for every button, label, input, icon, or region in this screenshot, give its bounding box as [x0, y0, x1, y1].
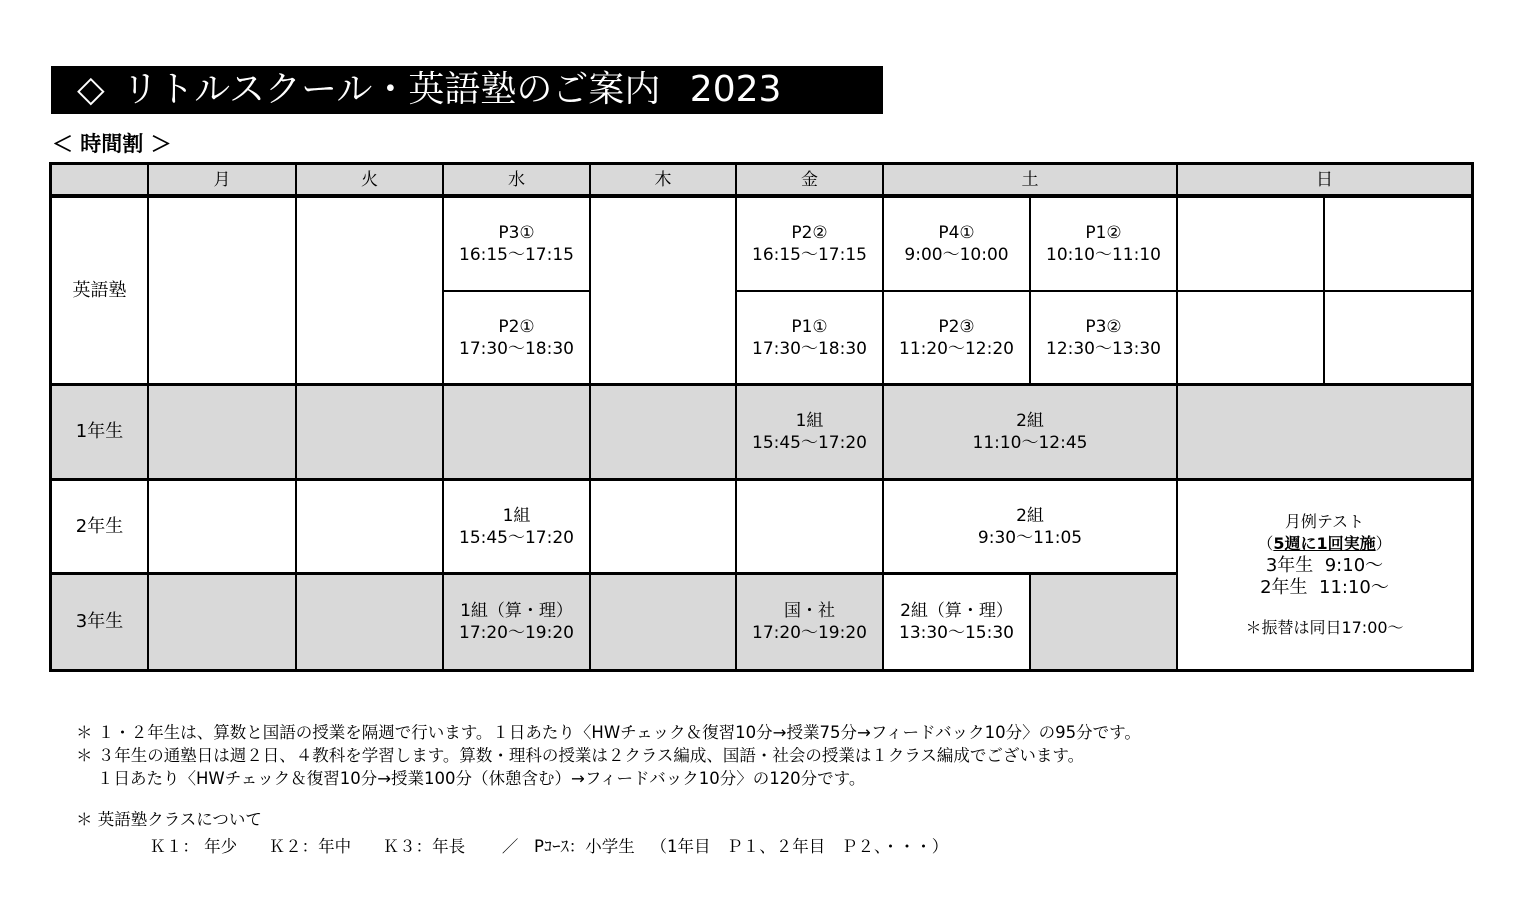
cell-eigo-sat1-bottom — [884, 292, 1031, 386]
header-fri: 金 — [737, 165, 884, 198]
class-time: 9:30〜11:05 — [977, 527, 1083, 548]
class-name: P3② — [1085, 316, 1122, 337]
note-3-detail: Ｋ１： 年少 Ｋ２：年中 Ｋ３：年長 ／ Pｺｰｽ：小学生 （1年目 Ｐ１、２年目 Ｐ２、・・・） — [76, 837, 949, 856]
row-label-eigo: 英語塾 — [52, 198, 149, 386]
cell-g2-sat — [884, 481, 1178, 575]
diamond-icon: ◇ — [77, 69, 105, 110]
cell-eigo-sun1-bottom — [1178, 292, 1325, 386]
header-mon: 月 — [149, 165, 297, 198]
class-time: 13:30〜15:30 — [899, 623, 1014, 643]
class-time: 17:30〜18:30 — [459, 338, 574, 359]
cell-g1-sun — [1178, 386, 1471, 481]
class-time: 10:10〜11:10 — [1046, 245, 1161, 265]
cell-eigo-fri-top — [737, 198, 884, 292]
cell-g2-fri — [737, 481, 884, 575]
class-time: 15:45〜17:20 — [752, 433, 867, 453]
header-sat: 土 — [884, 165, 1178, 198]
cell-eigo-sun2-top — [1325, 198, 1471, 292]
cell-g1-fri — [737, 386, 884, 481]
header-tue: 火 — [297, 165, 444, 198]
note-1: ＊ １・２年生は、算数と国語の授業を隔週で行います。１日あたり〈HWチェック＆復習10分→授業75分→フィードバック10分〉の95分です。 — [76, 723, 1141, 742]
class-name: P4① — [938, 223, 975, 243]
cell-eigo-fri-bottom — [737, 292, 884, 386]
monthly-test-g3: 3年生 9:10〜 — [1265, 555, 1384, 576]
note-2: ＊ ３年生の通塾日は週２日、４教科を学習します。算数・理科の授業は２クラス編成、国語・社会の授業は１クラス編成でございます。 — [76, 746, 1085, 765]
paren-close: ） — [1375, 534, 1392, 553]
cell-monthly-test — [1178, 481, 1471, 669]
cell-g2-thu — [591, 481, 737, 575]
class-name: 1組 — [502, 505, 531, 526]
header-corner — [52, 165, 149, 198]
cell-g3-sat1 — [884, 575, 1031, 669]
header-sun: 日 — [1178, 165, 1471, 198]
cell-eigo-sun1-top — [1178, 198, 1325, 292]
class-name: 1組（算・理） — [460, 601, 573, 621]
cell-g3-thu — [591, 575, 737, 669]
timetable — [49, 162, 1474, 672]
class-name: 2組 — [1016, 505, 1044, 526]
page-title-bar — [51, 66, 883, 114]
paren-open: （ — [1257, 534, 1274, 553]
class-time: 16:15〜17:15 — [752, 245, 867, 265]
section-subtitle: ＜ 時間割 ＞ — [52, 132, 172, 156]
cell-eigo-wed-top — [444, 198, 591, 292]
class-name: P2② — [791, 223, 828, 243]
cell-eigo-wed-bottom — [444, 292, 591, 386]
row-label-g3: 3年生 — [52, 575, 149, 669]
monthly-test-note: ＊振替は同日17:00〜 — [1245, 618, 1404, 637]
class-time: 17:30〜18:30 — [752, 338, 867, 359]
monthly-test-frequency: 5週に1回実施 — [1273, 534, 1376, 553]
class-name: P2① — [498, 316, 535, 337]
cell-g3-fri — [737, 575, 884, 669]
class-name: P2③ — [938, 316, 975, 337]
cell-g2-tue — [297, 481, 444, 575]
class-time: 12:30〜13:30 — [1046, 338, 1161, 359]
class-time: 9:00〜10:00 — [904, 245, 1009, 265]
class-name: 1組 — [795, 411, 824, 431]
cell-eigo-thu — [591, 198, 737, 386]
class-name: P1② — [1085, 223, 1122, 243]
class-time: 17:20〜19:20 — [459, 623, 574, 643]
cell-eigo-tue — [297, 198, 444, 386]
cell-g1-sat — [884, 386, 1178, 481]
monthly-test-g2: 2年生 11:10〜 — [1260, 577, 1389, 598]
cell-eigo-sat1-top — [884, 198, 1031, 292]
cell-eigo-mon — [149, 198, 297, 386]
monthly-test-title: 月例テスト — [1284, 512, 1365, 531]
cell-g3-wed — [444, 575, 591, 669]
header-thu: 木 — [591, 165, 737, 198]
cell-g1-mon — [149, 386, 297, 481]
note-3: ＊ 英語塾クラスについて — [76, 810, 262, 829]
cell-g3-tue — [297, 575, 444, 669]
notes — [76, 721, 1141, 858]
class-name: 国・社 — [784, 601, 835, 621]
monthly-test-frequency-line — [1257, 533, 1391, 555]
class-name: P1① — [791, 316, 828, 337]
class-time: 11:20〜12:20 — [899, 338, 1014, 359]
class-time: 17:20〜19:20 — [752, 623, 867, 643]
page-title-year: 2023 — [689, 69, 782, 110]
page-title: リトルスクール・英語塾のご案内 — [122, 69, 661, 110]
cell-g1-tue — [297, 386, 444, 481]
class-name: 2組 — [1016, 411, 1044, 431]
note-2-cont: １日あたり〈HWチェック＆復習10分→授業100分（休憩含む）→フィードバック10分〉の120分です。 — [76, 769, 866, 788]
row-label-g2: 2年生 — [52, 481, 149, 575]
cell-g3-sat2 — [1031, 575, 1178, 669]
cell-eigo-sun2-bottom — [1325, 292, 1471, 386]
header-wed: 水 — [444, 165, 591, 198]
cell-eigo-sat2-bottom — [1031, 292, 1178, 386]
row-label-g1: 1年生 — [52, 386, 149, 481]
class-time: 15:45〜17:20 — [459, 527, 574, 548]
class-name: 2組（算・理） — [900, 601, 1013, 621]
class-name: P3① — [498, 223, 535, 243]
class-time: 16:15〜17:15 — [459, 245, 574, 265]
class-time: 11:10〜12:45 — [972, 433, 1088, 453]
notes-gap — [76, 790, 1141, 808]
cell-g2-mon — [149, 481, 297, 575]
cell-g3-mon — [149, 575, 297, 669]
cell-eigo-sat2-top — [1031, 198, 1178, 292]
cell-g2-wed — [444, 481, 591, 575]
cell-g1-thu — [591, 386, 737, 481]
cell-g1-wed — [444, 386, 591, 481]
